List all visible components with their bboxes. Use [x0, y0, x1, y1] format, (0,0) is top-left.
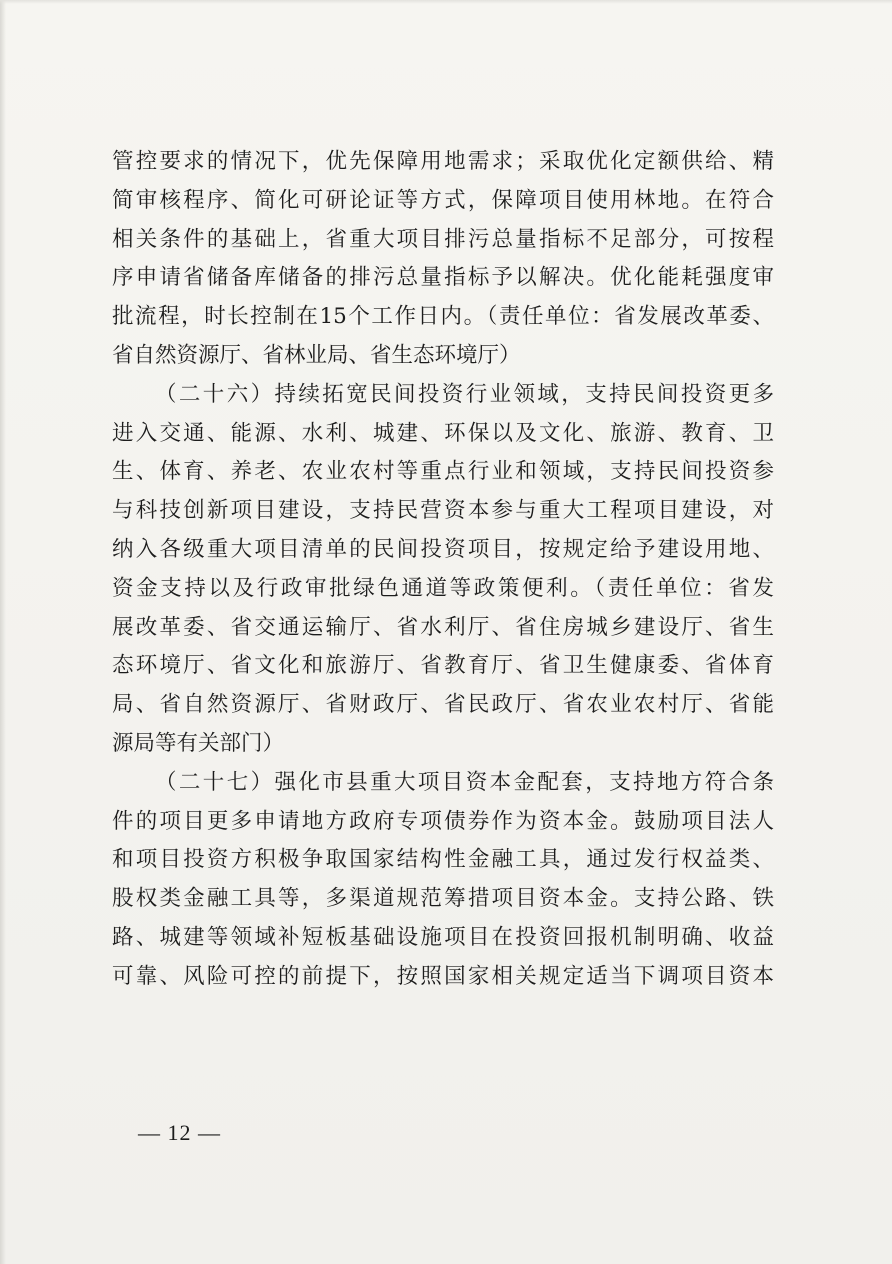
text-line: 简审核程序、简化可研论证等方式，保障项目使用林地。在符合: [112, 187, 774, 213]
text-line: 序申请省储备库储备的排污总量指标予以解决。优化能耗强度审: [112, 265, 774, 291]
text-line: （二十七）强化市县重大项目资本金配套，支持地方符合条: [155, 769, 774, 795]
text-line: 进入交通、能源、水利、城建、环保以及文化、旅游、教育、卫: [112, 420, 774, 446]
text-line: 态环境厅、省文化和旅游厅、省教育厅、省卫生健康委、省体育: [112, 653, 774, 679]
text-line: （二十六）持续拓宽民间投资行业领域，支持民间投资更多: [155, 381, 774, 407]
body-text: [112, 143, 774, 997]
text-line: 和项目投资方积极争取国家结构性金融工具，通过发行权益类、: [112, 847, 774, 873]
text-line: 展改革委、省交通运输厅、省水利厅、省住房城乡建设厅、省生: [112, 614, 774, 640]
text-line: 资金支持以及行政审批绿色通道等政策便利。（责任单位：省发: [112, 575, 774, 601]
text-line: 生、体育、养老、农业农村等重点行业和领域，支持民间投资参: [112, 459, 774, 485]
text-line: 局、省自然资源厅、省财政厅、省民政厅、省农业农村厅、省能: [112, 692, 774, 718]
text-line: 管控要求的情况下，优先保障用地需求；采取优化定额供给、精: [112, 149, 774, 174]
text-line: 件的项目更多申请地方政府专项债券作为资本金。鼓励项目法人: [112, 808, 774, 834]
scan-edge-top: [0, 0, 892, 4]
text-line: 批流程，时长控制在15个工作日内。（责任单位：省发展改革委、: [112, 304, 774, 330]
text-line: 股权类金融工具等，多渠道规范筹措项目资本金。支持公路、铁: [112, 886, 774, 912]
scan-edge-left: [0, 0, 6, 1264]
text-line: 与科技创新项目建设，支持民营资本参与重大工程项目建设，对: [112, 498, 774, 524]
text-line: 纳入各级重大项目清单的民间投资项目，按规定给予建设用地、: [112, 536, 774, 562]
text-line: 可靠、风险可控的前提下，按照国家相关规定适当下调项目资本: [112, 963, 774, 989]
text-line: 省自然资源厅、省林业局、省生态环境厅）: [112, 342, 521, 368]
text-line: 相关条件的基础上，省重大项目排污总量指标不足部分，可按程: [112, 226, 774, 252]
text-line: 路、城建等领域补短板基础设施项目在投资回报机制明确、收益: [112, 924, 774, 950]
text-line: 源局等有关部门）: [112, 730, 285, 756]
page-number: — 12 —: [138, 1120, 221, 1145]
